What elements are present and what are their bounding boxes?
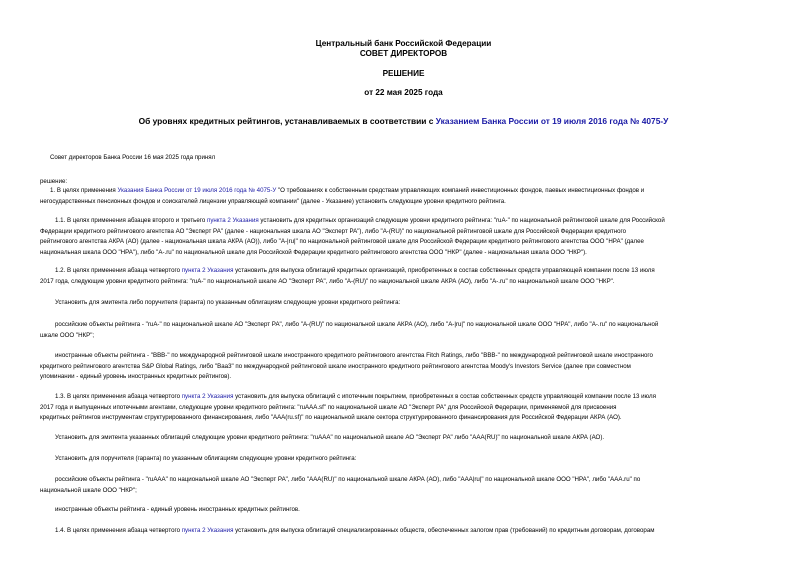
russian1-line-1: российские объекты рейтинга - "ruA-" по национальной шкале АО "Эксперт РА", либо "A-(RU)" по национальной шкале АКРА (АО), либо "A-|ru|" по национальной шкале ООО "НРА", либо "A-.ru" по национальной [55,321,659,328]
title-link[interactable]: Указанием Банка России от 19 июля 2016 года № 4075-У [435,116,669,126]
guarantor-1 [40,298,766,309]
foreign1-line-3: упоминании - единый уровень иностранных кредитных рейтингов). [40,373,232,380]
paragraph-1-2 [40,266,766,287]
p11-text-b: установить для кредитных организаций следующие уровни кредитного рейтинга: "ruA-" по национальной рейтинговой шкале для Российской [258,217,665,224]
p1-text-a: 1. В целях применения [50,187,118,194]
guarantor1-line: Установить для эмитента либо поручителя (гаранта) по указанным облигациям следующие уровни кредитного рейтинга: [55,299,401,306]
doc-date: от 22 мая 2025 года [364,88,443,97]
russian-objects-1 [40,320,766,341]
russian-objects-2 [40,475,766,496]
doc-type: РЕШЕНИЕ [382,69,425,78]
p13-line-1 [40,392,766,403]
p1-line-2: негосударственных пенсионных фондов и соискателей лицензии управляющей компании" (далее - Указание) установить следующие уровни кредитного рейтинга. [40,197,506,205]
p14-link[interactable]: пункта 2 Указания [181,527,234,534]
p11-line-1 [40,216,766,227]
p12-line-1 [40,266,766,277]
board-name: СОВЕТ ДИРЕКТОРОВ [359,49,448,58]
paragraph-1-3 [40,392,766,424]
p13-text-a: 1.3. В целях применения абзаца четвертого [55,393,182,400]
p13-link[interactable]: пункта 2 Указания [181,393,234,400]
p11-line-4: национальная шкала ООО "НРА"), либо "A-.ru" по национальной шкале для Российской Федерации кредитного рейтингового агентства ООО "НКР" (далее - национальная шкала ООО "НКР"). [40,248,587,256]
foreign2-line: иностранные объекты рейтинга - единый уровень иностранных кредитных рейтингов. [55,506,300,513]
foreign1-line-2: кредитного рейтингового агентства S&P Global Ratings, либо "Baa3" по международной рейтинговой шкале иностранного кредитного рейтингового агентства Moody's Investors Service (далее при совместном [40,362,631,370]
title-prefix: Об уровнях кредитных рейтингов, устанавливаемых в соответствии с [138,116,436,126]
p11-line-3: рейтингового агентства АКРА (АО) (далее - национальная шкала АКРА (АО)), либо "A-|ru|" по национальной рейтинговой шкале для Российской Федерации кредитного рейтингового агентства ООО "НРА" (далее [40,238,644,245]
p13-line-2: 2017 года и выпущенных ипотечными агентами, следующие уровни кредитного рейтинга: "ruAAA.sf" по национальной шкале АО "Эксперт РА" для Российской Федерации, применяемой для присвоения [40,403,617,411]
paragraph-1-1 [40,216,766,258]
intro-line: Совет директоров Банка России 16 мая 2025 года принял [50,154,216,161]
org-name: Центральный банк Российской Федерации [315,39,492,48]
p14-line-1 [40,526,766,537]
p12-line-2: 2017 года, следующие уровни кредитного рейтинга: "ruA-" по национальной шкале АО "Эксперт РА", либо "A-(RU)" по национальной шкале АКРА (АО), либо "A-.ru" по национальной шкале ООО "НКР". [40,277,615,285]
russian2-line-2: национальной шкале ООО "НКР"; [40,486,137,494]
p12-text-a: 1.2. В целях применения абзаца четвертого [55,267,182,274]
p11-text-a: 1.1. В целях применения абзацев второго и третьего [55,217,207,224]
p12-text-b: установить для выпуска облигаций кредитных организаций, приобретенных в состав собственных средств управляющей компании после 13 июля [233,267,655,274]
foreign-objects-2 [40,505,766,516]
p11-line-2: Федерации кредитного рейтингового агентства АО "Эксперт РА" (далее - национальная шкала АО "Эксперт РА"), либо "A-(RU)" по национальной рейтинговой шкале для Российской Федерации кредитного [40,227,627,235]
russian2-line-1: российские объекты рейтинга - "ruAAA" по национальной шкале АО "Эксперт РА", либо "AAA(RU)" по национальной шкале АКРА (АО), либо "AAA|ru|" по национальной шкале ООО "НРА", либо "AAA.ru" по [55,476,641,483]
paragraph-1 [40,186,766,207]
issuer-2 [40,433,766,444]
doc-title [0,116,807,126]
intro-text [40,153,766,164]
p11-link[interactable]: пункта 2 Указания [207,217,259,224]
p1-text-b: "О требованиях к собственным средствам управляющих компаний инвестиционных фондов, паевых инвестиционных фондов и [276,187,645,194]
paragraph-1-4 [40,526,766,537]
p1-link[interactable]: Указания Банка России от 19 июля 2016 года № 4075-У [117,187,277,194]
p13-line-3: кредитных рейтингов инструментам структурированного финансирования, либо "AAA(ru.sf)" по национальной шкале сектора структурированного финансирования для Российской Федерации АКРА (АО). [40,414,622,421]
foreign1-line-1: иностранные объекты рейтинга - "BBB-" по международной рейтинговой шкале иностранного кредитного рейтингового агентства Fitch Ratings, либо "BBB-" по международной рейтинговой шкале иностранного [55,352,653,359]
russian1-line-2: шкале ООО "НКР"; [40,331,95,339]
p12-link[interactable]: пункта 2 Указания [181,267,234,274]
issuer2-line: Установить для эмитента указанных облигаций следующие уровни кредитного рейтинга: "ruAAA" по национальной шкале АО "Эксперт РА" либо "AAA(RU)" по национальной шкале АКРА (АО). [55,434,605,441]
guarantor-2 [40,454,766,465]
p14-text-a: 1.4. В целях применения абзаца четвертого [55,527,182,534]
foreign-objects-1 [40,351,766,383]
p14-text-b: установить для выпуска облигаций специализированных обществ, обеспеченных залогом прав (требований) по кредитным договорам, договорам [233,527,655,534]
p1-line-1 [40,186,766,197]
resolved-line: решение: [40,178,68,185]
p13-text-b: установить для выпуска облигаций с ипотечным покрытием, приобретенных в состав собственных средств управляющей компании после 13 июля [233,393,656,400]
guarantor2-line: Установить для поручителя (гаранта) по указанным облигациям следующие уровни кредитного рейтинга: [55,455,357,462]
